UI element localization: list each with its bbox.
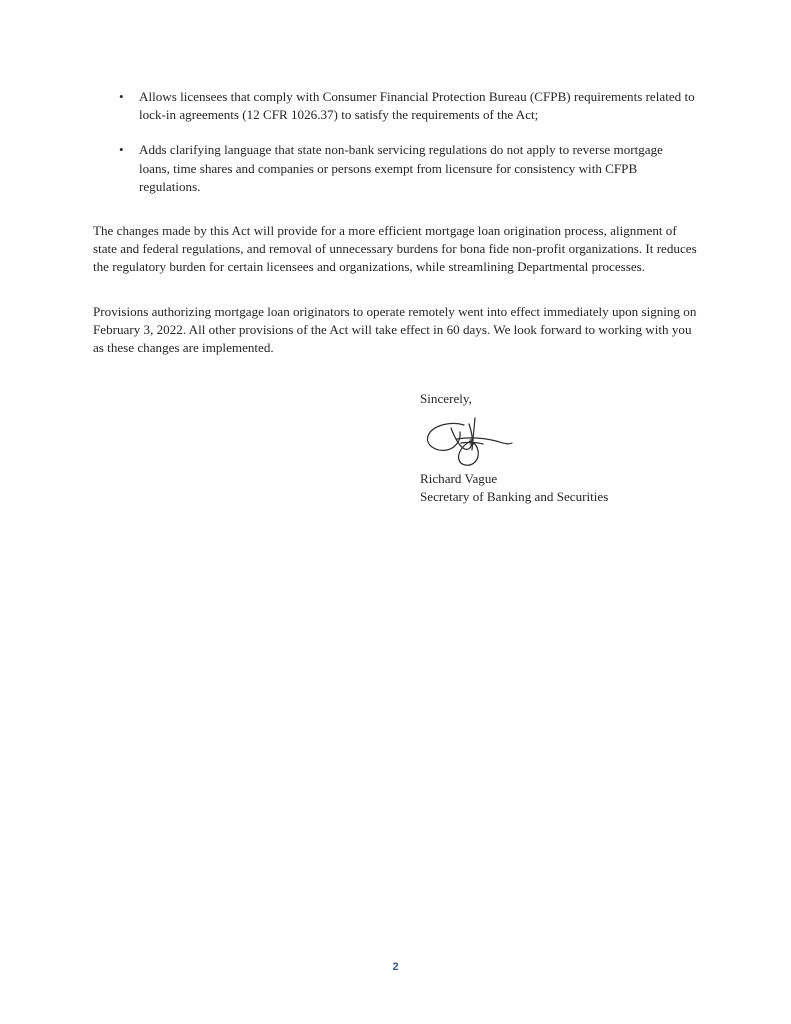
paragraph-changes-summary: The changes made by this Act will provide for a more efficient mortgage loan origination process, alignment of state and federal regulations, and removal of unnecessary burdens for bona fide non-profit organizations. It reduces the regulatory burden for certain licensees and organizations, while streamlining Departmental processes. [93, 223, 697, 275]
document-body [93, 88, 697, 357]
signature-closing: Sincerely, [420, 391, 472, 406]
signer-title: Secretary of Banking and Securities [420, 489, 609, 505]
handwritten-signature-icon [420, 412, 540, 468]
page-number: 2 [392, 961, 399, 973]
signature-block [420, 390, 720, 507]
bullet-dot-icon: • [119, 142, 124, 158]
list-item-text: Adds clarifying language that state non-bank servicing regulations do not apply to reverse mortgage loans, time shares and companies or persons exempt from licensure for consistency with CFPB regulations. [139, 142, 663, 194]
signer-name: Richard Vague [420, 471, 498, 487]
list-item [93, 88, 697, 124]
bullet-dot-icon: • [119, 89, 124, 104]
paragraph-effective-dates: Provisions authorizing mortgage loan originators to operate remotely went into effect immediately upon signing on February 3, 2022. All other provisions of the Act will take effect in 60 days. We look forward to working with you as these changes are implemented. [93, 303, 697, 356]
list-item [93, 141, 697, 196]
list-item-text: Allows licensees that comply with Consumer Financial Protection Bureau (CFPB) requirements related to lock-in agreements (12 CFR 1026.37) to satisfy the requirements of the Act; [139, 89, 695, 123]
bullet-list [93, 88, 697, 196]
